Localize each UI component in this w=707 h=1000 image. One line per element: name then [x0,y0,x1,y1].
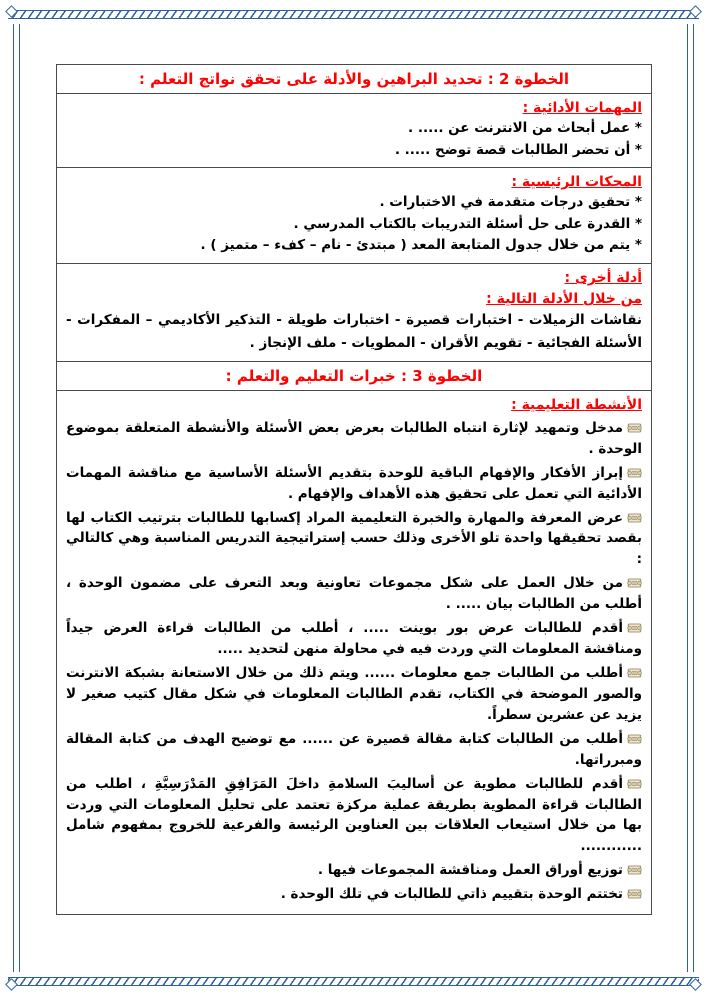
page-border-bottom [8,977,699,986]
scroll-icon [627,573,642,594]
scroll-icon [627,418,642,439]
activity-text: أطلب من الطالبات كتابة مقالة قصيرة عن ...... مع توضيح الهدف من كتابة المقالة ومبرراتها. [66,730,642,768]
activity-text: أطلب من الطالبات جمع معلومات ...... ويتم ذلك من خلال الاستعانة بشبكة الانترنت والصور الموضحة في الكتاب، تقدم الطالبات المعلومات في شكل مقال كتيب صغير لا يزيد عن عشرين سطراً. [66,664,642,723]
other-evidence-text: نقاشات الزميلات - اختبارات قصيرة - اختبارات طويلة - التذكير الأكاديمي – المفكرات - الأسئلة الفجائية - تقويم الأقران - المطويات - ملف الإنجاز . [66,311,642,351]
activity-item [66,573,642,615]
step2-header: الخطوة 2 : تحديد البراهين والأدلة على تحقق نواتج التعلم : [138,70,570,88]
page-border-top [8,10,699,19]
performance-tasks-title: المهمات الأدائية : [522,100,642,116]
key-criteria-item: * القدرة على حل أسئلة التدريبات بالكتاب المدرسي . [293,215,642,232]
activity-item [66,729,642,771]
scroll-icon [627,508,642,529]
activity-item [66,774,642,858]
activity-text: توزيع أوراق العمل ومناقشة المجموعات فيها . [317,862,623,879]
scroll-icon [627,774,642,795]
activity-text: أقدم للطالبات عرض بور بوينت ..... ، أطلب من الطالبات قراءة العرض جيداً ومناقشة المعلومات التي وردت فيه في محاولة منهن لتحديد ..... [66,620,642,658]
activity-item [66,508,642,571]
performance-task-item: * عمل أبحاث من الانترنت عن ..... . [407,120,642,136]
scroll-icon [627,729,642,750]
key-criteria-item: * يتم من خلال جدول المتابعة المعد ( مبتدئ - نام – كفء – متميز ) . [200,237,642,254]
page-border-right [687,24,694,972]
other-evidence-title: أدلة أخرى : [564,269,642,286]
other-evidence-cell [57,263,651,361]
activity-text: من خلال العمل على شكل مجموعات تعاونية وبعد التعرف على مضمون الوحدة ، أطلب من الطالبات بيان ..... . [66,575,642,613]
key-criteria-cell [57,167,651,263]
activity-item [66,418,642,460]
scroll-icon [627,618,642,639]
activity-text: إبراز الأفكار والإفهام الباقية للوحدة بتقديم الأسئلة الأساسية مع مناقشة المهمات الأدائية التي تعمل على تحقيق هذه الأهداف والإفهام . [66,464,642,502]
other-evidence-lead: من خلال الأدلة التالية : [486,290,642,307]
activity-text: مدخل وتمهيد لإثارة انتباه الطالبات بعرض بعض الأسئلة والأنشطة المتعلقة بموضوع الوحدة . [66,419,642,457]
activity-item [66,463,642,505]
learning-activities-cell [57,390,651,914]
lesson-plan-table [56,64,652,915]
activity-item [66,884,642,905]
scroll-icon [627,663,642,684]
activity-text: عرض المعرفة والمهارة والخبرة التعليمية المراد إكسابها للطالبات بترتيب الكتاب لها بقصد تحقيقها واحدة تلو الأخرى وذلك حسب إستراتيجية التدريس المناسبة وهي كالتالي : [66,509,642,568]
activities-title: الأنشطة التعليمية : [511,396,642,413]
activity-text: تختتم الوحدة بتقييم ذاتي للطالبات في تلك الوحدة . [280,886,623,903]
step3-header: الخطوة 3 : خبرات التعليم والتعلم : [57,361,651,390]
performance-task-item: * أن تحضر الطالبات قصة توضح ..... . [394,141,642,158]
activity-item [66,618,642,660]
scroll-icon [627,463,642,484]
activity-item [66,860,642,881]
key-criteria-title: المحكات الرئيسية : [511,174,642,191]
key-criteria-item: * تحقيق درجات متقدمة في الاختبارات . [379,194,642,211]
scroll-icon [627,884,642,905]
scroll-icon [627,860,642,881]
activity-item [66,663,642,726]
activity-text: أقدم للطالبات مطوية عن أساليبَ السلامةِ داخلَ المَرَافِقِ المَدْرَسِيَّةِ ، اطلب من الطالبات قراءة المطوية بطريقة عملية مركزة تعتمد على تحليل المعلومات التي وردت بها من خلال استيعاب العلاقات بين العناوين الرئيسة والفرعية للخروج بمفهوم شامل ............ [66,775,642,855]
performance-tasks-cell [57,93,651,167]
page-border-left [13,24,20,972]
